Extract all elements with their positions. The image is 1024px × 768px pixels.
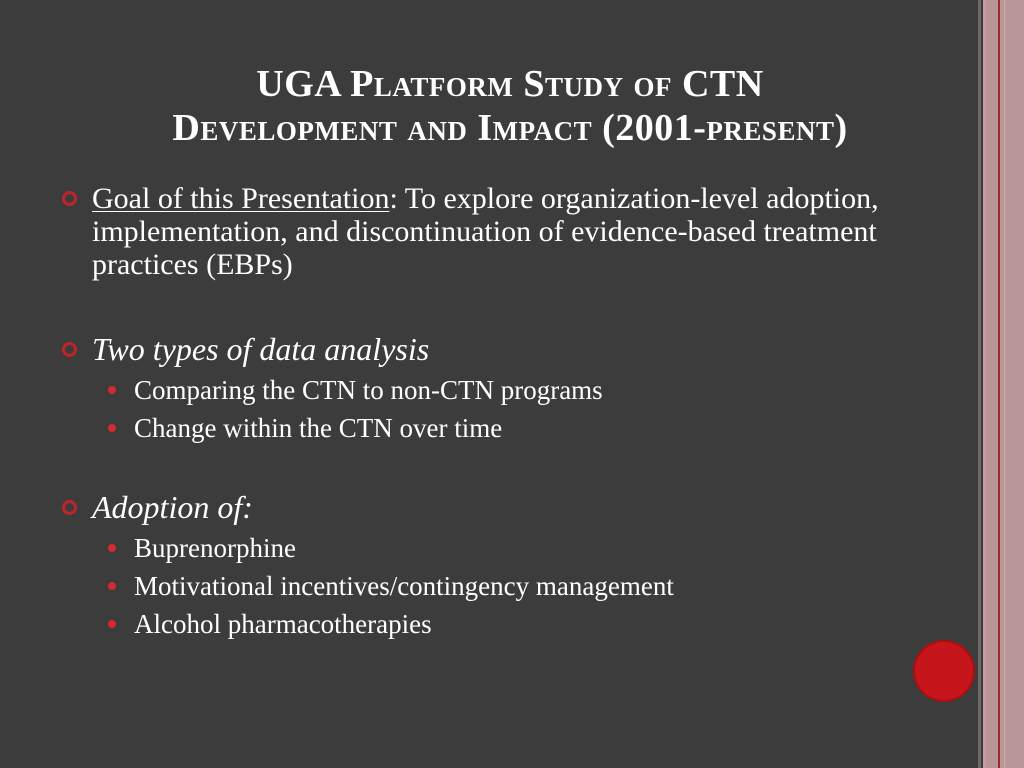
list-item <box>102 411 942 445</box>
list-item <box>102 607 942 641</box>
bullet-analysis <box>62 331 942 445</box>
adoption-label: Adoption of: <box>92 489 253 525</box>
title-line-2: Development and Impact (2001-present) <box>172 107 848 149</box>
ring-bullet-icon <box>62 191 77 206</box>
list-item-text: Alcohol pharmacotherapies <box>134 609 432 639</box>
adoption-list <box>102 531 942 641</box>
edge-stripe <box>978 0 981 768</box>
dot-bullet-icon <box>108 386 116 394</box>
analysis-label: Two types of data analysis <box>92 331 430 367</box>
list-item <box>102 531 942 565</box>
ring-bullet-icon <box>62 342 77 357</box>
list-item-text: Buprenorphine <box>134 533 296 563</box>
dot-bullet-icon <box>108 582 116 590</box>
edge-stripe <box>986 0 998 768</box>
dot-bullet-icon <box>108 544 116 552</box>
dot-bullet-icon <box>108 424 116 432</box>
goal-label: Goal of this Presentation <box>92 182 390 215</box>
slide-content <box>62 182 942 645</box>
list-item <box>102 569 942 603</box>
goal-description: : To explore organization-level adoption, implementation, and discontinuation of evidence-based treatment practices (EBPs) <box>92 182 879 281</box>
decorative-circle-icon <box>913 640 975 702</box>
bullet-goal <box>62 182 942 281</box>
edge-stripe <box>1004 0 1005 768</box>
list-item-text: Motivational incentives/contingency management <box>134 571 674 601</box>
bullet-goal-text <box>92 182 942 281</box>
analysis-list <box>102 373 942 445</box>
list-item-text: Change within the CTN over time <box>134 413 503 443</box>
list-item-text: Comparing the CTN to non-CTN programs <box>134 375 603 405</box>
list-item <box>102 373 942 407</box>
title-line-1: UGA Platform Study of CTN <box>256 63 764 105</box>
bullet-adoption <box>62 489 942 641</box>
ring-bullet-icon <box>62 500 77 515</box>
dot-bullet-icon <box>108 620 116 628</box>
slide-title <box>60 62 960 150</box>
